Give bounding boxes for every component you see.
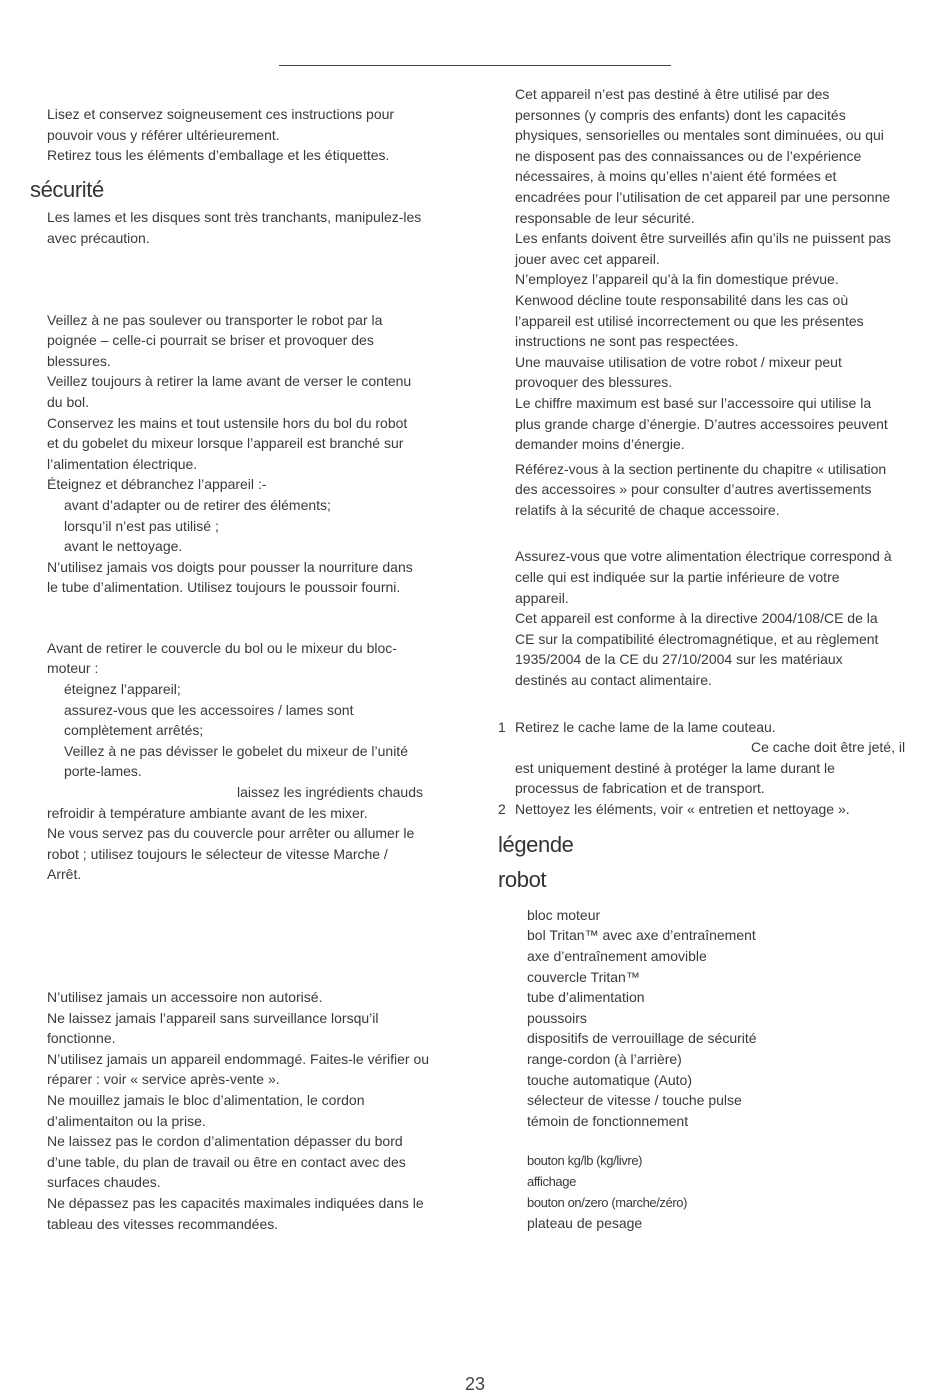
sub-item: avant d’adapter ou de retirer des éléments;: [64, 496, 331, 513]
page-number: 23: [464, 1374, 486, 1394]
text-line: Le chiffre maximum est basé sur l’accessoire qui utilise la: [515, 394, 872, 411]
legend-item: bouton kg/lb (kg/livre): [527, 1153, 643, 1169]
text-line: tableau des vitesses recommandées.: [47, 1215, 279, 1232]
first-use-steps: [498, 717, 925, 820]
text-line: Veillez toujours à retirer la lame avant de verser le contenu: [47, 373, 412, 390]
text-line: est uniquement destiné à protéger la lame durant le: [515, 759, 835, 776]
accessories-note: [515, 459, 925, 521]
legend-item: poussoirs: [527, 1009, 587, 1026]
text-line: Ne dépassez pas les capacités maximales indiquées dans le: [47, 1194, 424, 1211]
text-line: celle qui est indiquée sur la partie inférieure de votre: [515, 569, 840, 586]
sub-item: éteignez l’appareil;: [64, 681, 181, 698]
legend-item: axe d’entraînement amovible: [527, 947, 707, 964]
blades-warning: [47, 207, 459, 248]
legend-item: bouton on/zero (marche/zéro): [527, 1194, 688, 1210]
sub-item: porte-lames.: [64, 763, 142, 780]
sub-item: assurez-vous que les accessoires / lames sont: [64, 701, 354, 718]
text-line: Une mauvaise utilisation de votre robot / mixeur peut: [515, 353, 842, 370]
legend-item: témoin de fonctionnement: [527, 1112, 689, 1129]
text-line: Ne mouillez jamais le bloc d’alimentation, le cordon: [47, 1091, 365, 1108]
text-line: N’utilisez jamais vos doigts pour pousser la nourriture dans: [47, 558, 413, 575]
safety-block-3: [47, 987, 459, 1234]
heading-securite: sécurité: [30, 176, 104, 202]
text-line: fonctionne.: [47, 1030, 116, 1047]
legend-item: touche automatique (Auto): [527, 1071, 692, 1088]
text-line: Conservez les mains et tout ustensile hors du bol du robot: [47, 414, 408, 431]
text-line: surfaces chaudes.: [47, 1174, 161, 1191]
text-line: CE sur la compatibilité électromagnétique, et au règlement: [515, 630, 879, 647]
safety-block-2: [47, 638, 459, 885]
text-line: d’alimentaiton ou la prise.: [47, 1112, 206, 1129]
text-line: Ne laissez jamais l’appareil sans surveillance lorsqu’il: [47, 1009, 379, 1026]
text-line: poignée – celle-ci pourrait se briser et provoquer des: [47, 332, 374, 349]
text-line: réparer : voir « service après-vente ».: [47, 1071, 280, 1088]
text-line: Arrêt.: [47, 866, 82, 883]
text-line: personnes (y compris des enfants) dont les capacités: [515, 106, 846, 123]
sub-item: complètement arrêtés;: [64, 722, 204, 739]
text-line: Éteignez et débranchez l’appareil :-: [47, 476, 267, 493]
text-line: N’utilisez jamais un appareil endommagé. Faites-le vérifier ou: [47, 1050, 430, 1067]
text-line: Ne vous servez pas du couvercle pour arrêter ou allumer le: [47, 825, 415, 842]
legend-item: couvercle Tritan™: [527, 968, 640, 985]
text-line: Veillez à ne pas soulever ou transporter le robot par la: [47, 311, 383, 328]
intro-paragraph: [47, 104, 459, 166]
text-line: des accessoires » pour consulter d’autres avertissements: [515, 481, 872, 498]
text-line: Ne laissez pas le cordon d’alimentation dépasser du bord: [47, 1133, 403, 1150]
text-line: Nettoyez les éléments, voir « entretien et nettoyage ».: [515, 801, 850, 817]
text-line: Assurez-vous que votre alimentation électrique correspond à: [515, 548, 892, 565]
step-2: [498, 799, 925, 820]
step-number: 2: [498, 801, 506, 817]
legend-item: affichage: [527, 1173, 576, 1189]
text-line: encadrées pour l’utilisation de cet appareil par une personne: [515, 188, 891, 205]
heading-robot: robot: [498, 867, 547, 893]
text-line: jouer avec cet appareil.: [515, 250, 660, 267]
text-line: d’une table, du plan de travail ou être en contact avec des: [47, 1153, 406, 1170]
header-rule: [279, 65, 671, 66]
safety-block-4: [515, 84, 925, 455]
text-line: destinés au contact alimentaire.: [515, 672, 712, 689]
electrical-block: [515, 546, 925, 690]
legend-item: sélecteur de vitesse / touche pulse: [527, 1092, 742, 1109]
text-line: l’alimentation électrique.: [47, 455, 198, 472]
right-column: [498, 84, 925, 1234]
text-line: 1935/2004 de la CE du 27/10/2004 sur les matériaux: [515, 651, 843, 668]
text-line: N’employez l’appareil qu’à la fin domestique prévue.: [515, 271, 839, 288]
safety-block-1: [47, 310, 459, 598]
text-line: laissez les ingrédients chauds: [237, 784, 423, 801]
text-line: Retirez tous les éléments d’emballage et les étiquettes.: [47, 147, 390, 164]
legend-item: tube d’alimentation: [527, 989, 645, 1006]
text-line: ne disposent pas des connaissances ou de l’expérience: [515, 147, 862, 164]
sub-item: avant le nettoyage.: [64, 538, 183, 555]
sub-item: lorsqu’il n’est pas utilisé ;: [64, 517, 219, 534]
legend-item: plateau de pesage: [527, 1215, 643, 1232]
text-line: provoquer des blessures.: [515, 374, 673, 391]
text-line: Avant de retirer le couvercle du bol ou le mixeur du bloc-: [47, 639, 397, 656]
text-line: nécessaires, à moins qu’elles n’aient été formées et: [515, 168, 837, 185]
legend-item: dispositifs de verrouillage de sécurité: [527, 1030, 757, 1047]
text-line: pouvoir vous y référer ultérieurement.: [47, 126, 280, 143]
text-line: processus de fabrication et de transport.: [515, 780, 765, 797]
text-line: robot ; utilisez toujours le sélecteur de vitesse Marche /: [47, 845, 388, 862]
text-line: avec précaution.: [47, 229, 150, 246]
text-line: Cet appareil est conforme à la directive 2004/108/CE de la: [515, 610, 878, 627]
text-line: et du gobelet du mixeur lorsque l’appareil est branché sur: [47, 435, 404, 452]
text-line: refroidir à température ambiante avant de les mixer.: [47, 804, 368, 821]
text-line: moteur :: [47, 660, 99, 677]
text-line: le tube d’alimentation. Utilisez toujours le poussoir fourni.: [47, 579, 401, 596]
legend-item: bloc moteur: [527, 906, 601, 923]
text-line: Kenwood décline toute responsabilité dans les cas où: [515, 291, 849, 308]
text-line: Lisez et conservez soigneusement ces instructions pour: [47, 106, 395, 122]
text-line: responsable de leur sécurité.: [515, 209, 695, 226]
text-line: Référez-vous à la section pertinente du chapitre « utilisation: [515, 460, 887, 477]
left-column: [30, 104, 459, 1234]
text-line: du bol.: [47, 393, 90, 410]
text-line: Les enfants doivent être surveillés afin qu’ils ne puissent pas: [515, 230, 891, 247]
scale-legend-list: [515, 1151, 925, 1233]
text-line: plus grande charge d’énergie. D’autres accessoires peuvent: [515, 415, 888, 432]
text-line: Ce cache doit être jeté, il: [751, 739, 906, 756]
text-line: Les lames et les disques sont très tranchants, manipulez-les: [47, 209, 422, 226]
text-line: l’appareil est utilisé incorrectement ou que les présentes: [515, 312, 864, 329]
step-1: [498, 717, 925, 799]
text-line: instructions ne sont pas respectées.: [515, 333, 739, 350]
robot-legend-list: [515, 905, 925, 1132]
step-number: 1: [498, 718, 506, 735]
legend-item: bol Tritan™ avec axe d’entraînement: [527, 927, 756, 944]
sub-item: Veillez à ne pas dévisser le gobelet du mixeur de l’unité: [64, 742, 408, 759]
text-line: Cet appareil n’est pas destiné à être utilisé par des: [515, 86, 830, 102]
legend-item: range-cordon (à l’arrière): [527, 1050, 682, 1067]
heading-legende: légende: [498, 831, 574, 857]
text-line: N’utilisez jamais un accessoire non autorisé.: [47, 989, 323, 1005]
text-line: blessures.: [47, 352, 111, 369]
text-line: physiques, sensorielles ou mentales sont diminuées, ou qui: [515, 127, 884, 144]
text-line: appareil.: [515, 589, 569, 606]
text-line: relatifs à la sécurité de chaque accessoire.: [515, 501, 780, 518]
text-line: Retirez le cache lame de la lame couteau.: [515, 718, 776, 735]
text-line: demander moins d’énergie.: [515, 436, 685, 453]
